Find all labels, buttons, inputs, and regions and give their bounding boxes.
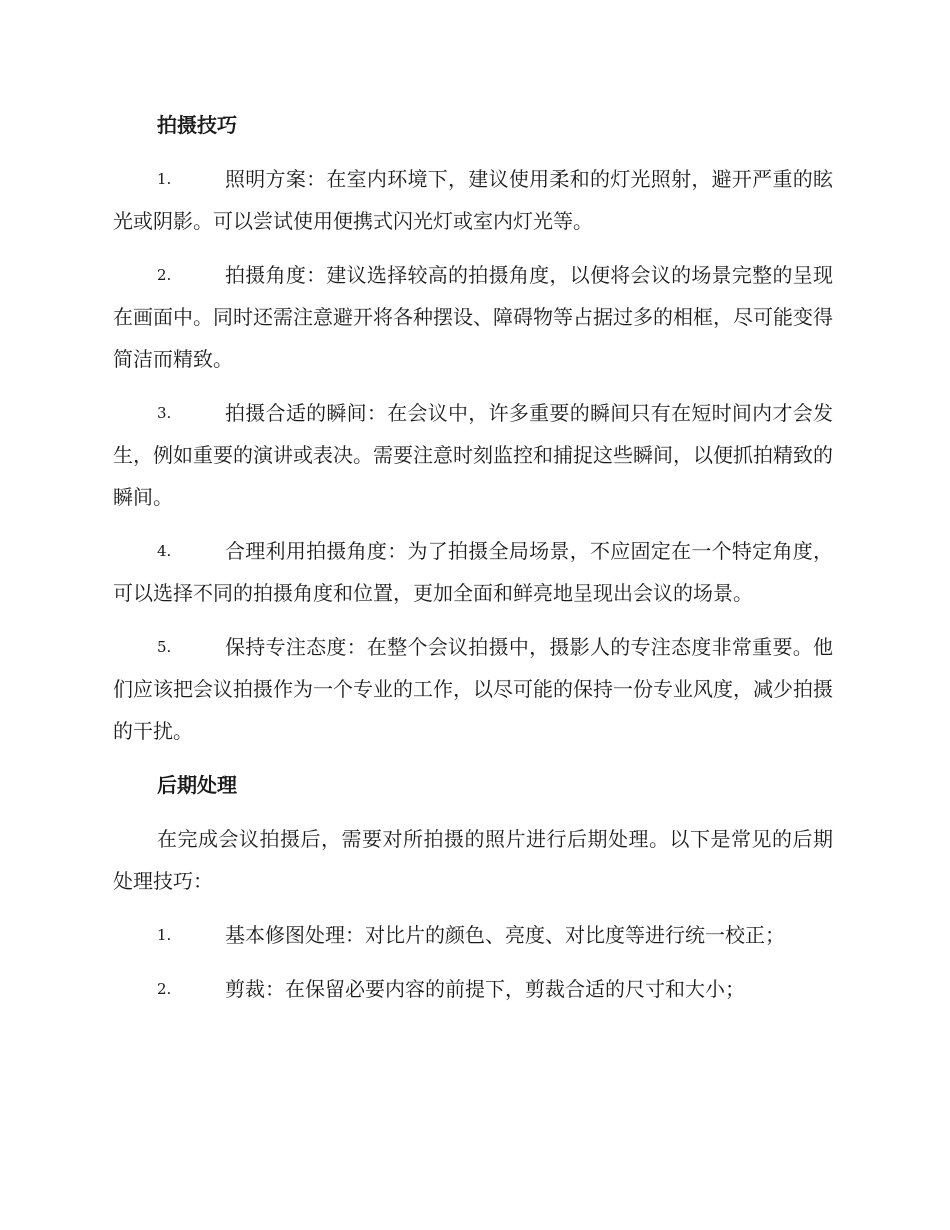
list-item-text: 保持专注态度：在整个会议拍摄中，摄影人的专注态度非常重要。他们应该把会议拍摄作为一个专业的工作，以尽可能的保持一份专业风度，减少拍摄的干扰。 bbox=[113, 635, 833, 743]
document-page bbox=[113, 104, 833, 1010]
list-item-text: 照明方案：在室内环境下，建议使用柔和的灯光照射，避开严重的眩光或阴影。可以尝试使用便携式闪光灯或室内灯光等。 bbox=[113, 167, 833, 233]
list-number: 5. bbox=[157, 638, 172, 656]
list-item-text: 拍摄合适的瞬间：在会议中，许多重要的瞬间只有在短时间内才会发生，例如重要的演讲或表决。需要注意时刻监控和捕捉这些瞬间，以便抓拍精致的瞬间。 bbox=[113, 401, 833, 509]
section-heading-shooting-tips: 拍摄技巧 bbox=[157, 113, 237, 137]
list-item-text: 剪裁：在保留必要内容的前提下，剪裁合适的尺寸和大小； bbox=[225, 977, 745, 1001]
list-item-text: 拍摄角度：建议选择较高的拍摄角度，以便将会议的场景完整的呈现在画面中。同时还需注意避开将各种摆设、障碍物等占据过多的相框，尽可能变得简洁而精致。 bbox=[113, 263, 833, 371]
list-number: 4. bbox=[157, 542, 172, 560]
list-item bbox=[113, 392, 833, 518]
list-item-text: 基本修图处理：对比片的颜色、亮度、对比度等进行统一校正； bbox=[225, 923, 785, 947]
list-number: 2. bbox=[157, 980, 172, 998]
list-item bbox=[113, 158, 833, 242]
list-item bbox=[113, 254, 833, 380]
list-number: 1. bbox=[157, 170, 172, 188]
list-item bbox=[113, 968, 833, 1010]
list-item bbox=[113, 530, 833, 614]
section-heading-post-processing: 后期处理 bbox=[157, 773, 237, 797]
list-number: 1. bbox=[157, 926, 172, 944]
list-number: 3. bbox=[157, 404, 172, 422]
list-item bbox=[113, 914, 833, 956]
list-item-text: 合理利用拍摄角度：为了拍摄全局场景，不应固定在一个特定角度，可以选择不同的拍摄角度和位置，更加全面和鲜亮地呈现出会议的场景。 bbox=[113, 539, 833, 605]
list-item bbox=[113, 626, 833, 752]
list-number: 2. bbox=[157, 266, 172, 284]
intro-paragraph: 在完成会议拍摄后，需要对所拍摄的照片进行后期处理。以下是常见的后期处理技巧： bbox=[113, 827, 833, 893]
